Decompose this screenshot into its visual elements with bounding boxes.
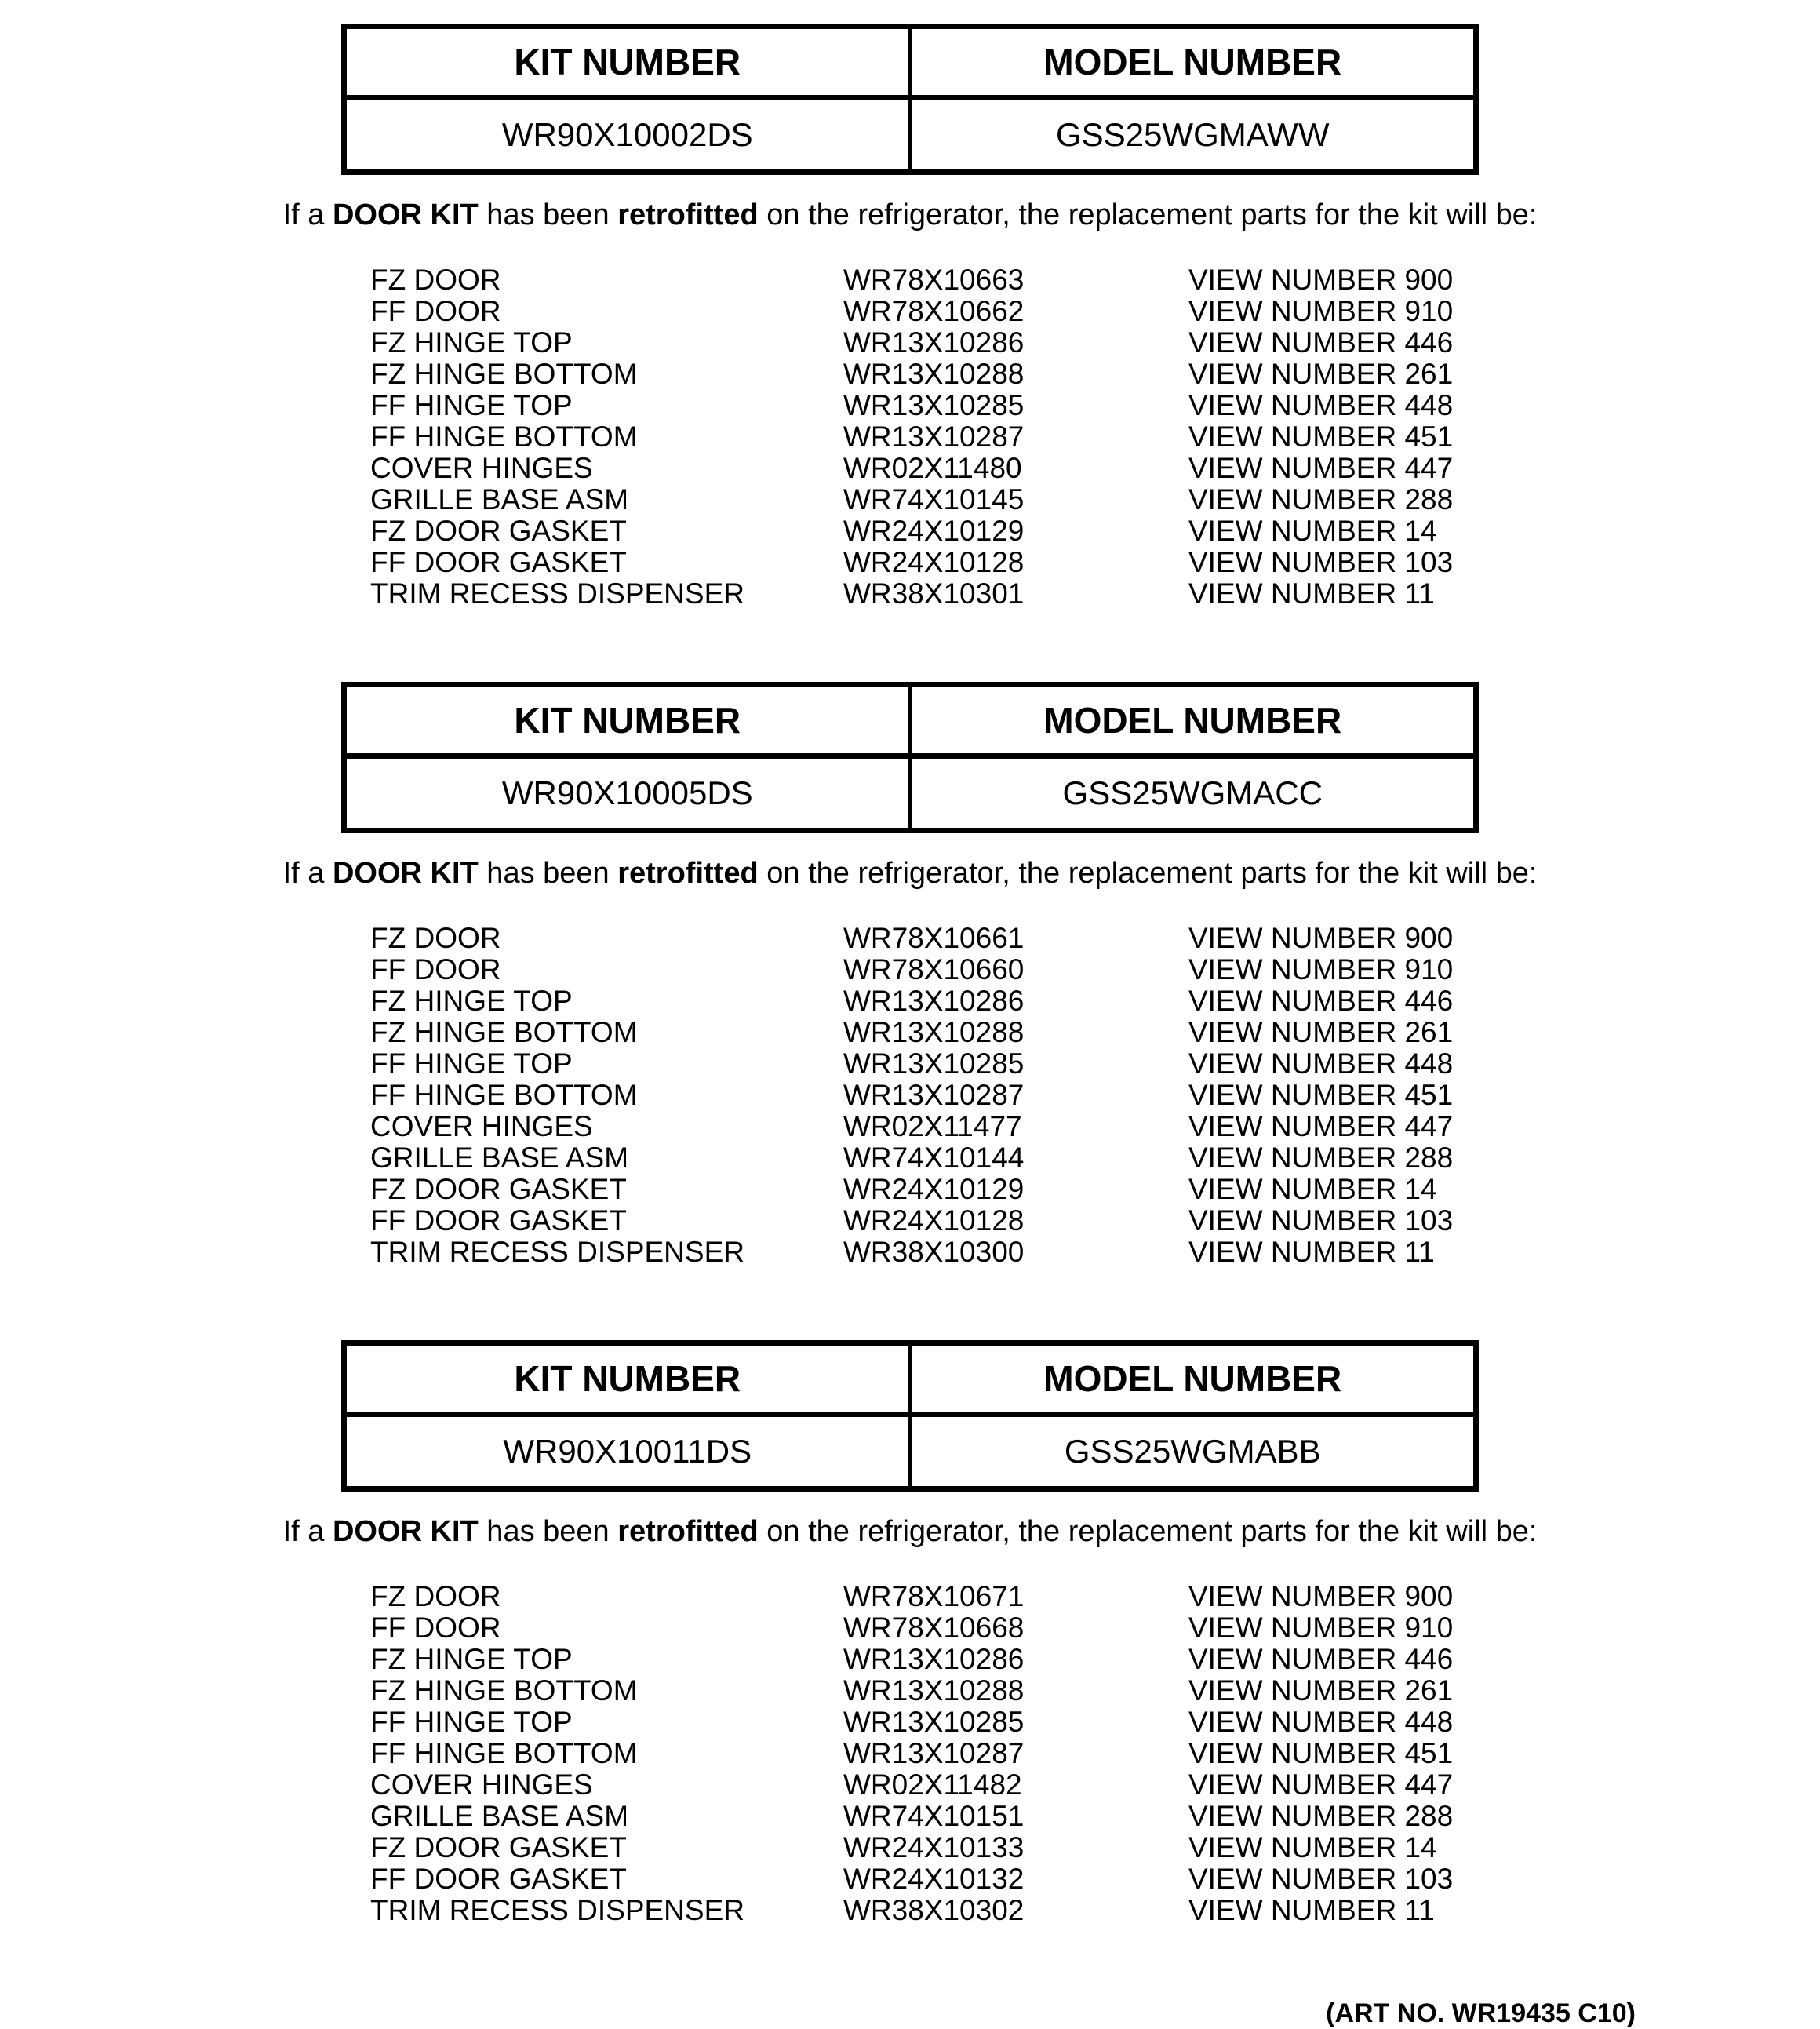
part-number: WR78X10671 — [843, 1580, 1025, 1612]
part-name: FF HINGE BOTTOM — [370, 421, 638, 453]
kit-section-2 — [0, 682, 1820, 1268]
parts-row — [370, 264, 1820, 296]
part-name: FZ HINGE BOTTOM — [370, 358, 638, 390]
parts-row — [370, 985, 1820, 1017]
part-name: COVER HINGES — [370, 1110, 593, 1142]
intro-mid: has been — [478, 1515, 618, 1548]
view-number: VIEW NUMBER 446 — [1188, 985, 1454, 1017]
part-number: WR24X10129 — [843, 1173, 1025, 1205]
part-name: FZ HINGE TOP — [370, 326, 573, 359]
part-number: WR38X10301 — [843, 577, 1025, 610]
part-number: WR13X10288 — [843, 1674, 1025, 1707]
kit-number-value: WR90X10011DS — [344, 1415, 911, 1489]
parts-list — [370, 923, 1820, 1268]
part-name: FZ HINGE BOTTOM — [370, 1674, 638, 1707]
parts-row — [370, 1205, 1820, 1237]
art-number-footer: (ART NO. WR19435 C10) — [1326, 1998, 1636, 2028]
view-number: VIEW NUMBER 900 — [1188, 264, 1454, 296]
parts-row — [370, 1707, 1820, 1738]
view-number: VIEW NUMBER 11 — [1188, 577, 1435, 610]
intro-door-kit: DOOR KIT — [332, 857, 479, 890]
part-number: WR13X10287 — [843, 1079, 1025, 1111]
part-number: WR24X10129 — [843, 515, 1025, 547]
part-name: FF DOOR — [370, 953, 501, 985]
parts-row — [370, 421, 1820, 453]
view-number: VIEW NUMBER 14 — [1188, 515, 1437, 547]
view-number: VIEW NUMBER 14 — [1188, 1173, 1437, 1205]
parts-row — [370, 390, 1820, 421]
part-number: WR13X10286 — [843, 985, 1025, 1017]
part-name: FZ DOOR GASKET — [370, 1831, 627, 1863]
kit-model-table — [341, 1340, 1479, 1492]
kit-section-1 — [0, 24, 1820, 610]
view-number: VIEW NUMBER 288 — [1188, 483, 1454, 515]
parts-row — [370, 515, 1820, 547]
part-name: FZ DOOR GASKET — [370, 1173, 627, 1205]
intro-prefix: If a — [282, 857, 333, 890]
part-number: WR13X10287 — [843, 1737, 1025, 1769]
parts-row — [370, 923, 1820, 954]
part-name: FF HINGE BOTTOM — [370, 1737, 638, 1769]
view-number: VIEW NUMBER 451 — [1188, 421, 1454, 453]
parts-row — [370, 484, 1820, 515]
parts-row — [370, 1174, 1820, 1205]
part-name: FF HINGE TOP — [370, 1047, 573, 1080]
kit-number-value: WR90X10002DS — [344, 98, 911, 173]
view-number: VIEW NUMBER 11 — [1188, 1236, 1435, 1268]
part-name: FF DOOR GASKET — [370, 1204, 627, 1237]
parts-row — [370, 1111, 1820, 1142]
part-name: COVER HINGES — [370, 452, 593, 484]
intro-suffix: on the refrigerator, the replacement parts for the kit will be: — [758, 1515, 1538, 1548]
intro-retrofitted: retrofitted — [617, 199, 759, 231]
part-number: WR13X10285 — [843, 389, 1025, 421]
part-number: WR13X10288 — [843, 1016, 1025, 1048]
view-number: VIEW NUMBER 910 — [1188, 1612, 1454, 1644]
intro-suffix: on the refrigerator, the replacement parts for the kit will be: — [758, 857, 1538, 890]
part-name: FZ HINGE TOP — [370, 985, 573, 1017]
part-number: WR13X10288 — [843, 358, 1025, 390]
part-number: WR78X10660 — [843, 953, 1025, 985]
parts-row — [370, 1142, 1820, 1174]
view-number: VIEW NUMBER 103 — [1188, 1863, 1454, 1895]
view-number: VIEW NUMBER 910 — [1188, 953, 1454, 985]
intro-mid: has been — [478, 199, 618, 231]
part-name: GRILLE BASE ASM — [370, 1142, 629, 1174]
part-number: WR78X10668 — [843, 1612, 1025, 1644]
view-number: VIEW NUMBER 103 — [1188, 1204, 1454, 1237]
parts-row — [370, 1017, 1820, 1048]
part-name: FF HINGE TOP — [370, 389, 573, 421]
part-name: TRIM RECESS DISPENSER — [370, 1894, 744, 1926]
parts-row — [370, 1863, 1820, 1895]
part-name: FZ DOOR GASKET — [370, 515, 627, 547]
parts-row — [370, 327, 1820, 359]
kit-number-value: WR90X10005DS — [344, 756, 911, 831]
parts-row — [370, 1738, 1820, 1769]
part-number: WR74X10144 — [843, 1142, 1025, 1174]
part-number: WR78X10662 — [843, 295, 1025, 327]
model-number-header: MODEL NUMBER — [910, 1343, 1476, 1415]
intro-suffix: on the refrigerator, the replacement parts for the kit will be: — [758, 199, 1538, 231]
view-number: VIEW NUMBER 447 — [1188, 452, 1454, 484]
part-name: TRIM RECESS DISPENSER — [370, 1236, 744, 1268]
intro-door-kit: DOOR KIT — [332, 199, 479, 231]
part-number: WR78X10663 — [843, 264, 1025, 296]
view-number: VIEW NUMBER 447 — [1188, 1769, 1454, 1801]
part-number: WR38X10302 — [843, 1894, 1025, 1926]
part-number: WR74X10145 — [843, 483, 1025, 515]
part-number: WR13X10287 — [843, 421, 1025, 453]
intro-mid: has been — [478, 857, 618, 890]
view-number: VIEW NUMBER 14 — [1188, 1831, 1437, 1863]
part-name: GRILLE BASE ASM — [370, 483, 629, 515]
kit-model-table — [341, 682, 1479, 833]
view-number: VIEW NUMBER 261 — [1188, 1016, 1454, 1048]
part-name: FZ DOOR — [370, 1580, 501, 1612]
part-number: WR13X10285 — [843, 1706, 1025, 1738]
view-number: VIEW NUMBER 448 — [1188, 389, 1454, 421]
part-name: FZ DOOR — [370, 922, 501, 954]
intro-prefix: If a — [282, 199, 333, 231]
part-name: FF HINGE TOP — [370, 1706, 573, 1738]
intro-text — [0, 197, 1820, 233]
part-name: GRILLE BASE ASM — [370, 1800, 629, 1832]
kit-number-header: KIT NUMBER — [344, 1343, 911, 1415]
part-name: FF DOOR — [370, 1612, 501, 1644]
view-number: VIEW NUMBER 446 — [1188, 326, 1454, 359]
view-number: VIEW NUMBER 447 — [1188, 1110, 1454, 1142]
parts-row — [370, 453, 1820, 484]
intro-retrofitted: retrofitted — [617, 1515, 759, 1548]
part-number: WR38X10300 — [843, 1236, 1025, 1268]
view-number: VIEW NUMBER 448 — [1188, 1706, 1454, 1738]
model-number-header: MODEL NUMBER — [910, 685, 1476, 756]
parts-row — [370, 954, 1820, 985]
model-number-value: GSS25WGMABB — [910, 1415, 1476, 1489]
view-number: VIEW NUMBER 103 — [1188, 546, 1454, 578]
parts-row — [370, 578, 1820, 610]
intro-text — [0, 855, 1820, 891]
parts-row — [370, 547, 1820, 578]
parts-row — [370, 1801, 1820, 1832]
parts-row — [370, 359, 1820, 390]
part-name: FZ HINGE BOTTOM — [370, 1016, 638, 1048]
kit-section-3 — [0, 1340, 1820, 1926]
view-number: VIEW NUMBER 900 — [1188, 1580, 1454, 1612]
part-number: WR24X10133 — [843, 1831, 1025, 1863]
parts-row — [370, 1237, 1820, 1268]
part-number: WR74X10151 — [843, 1800, 1025, 1832]
part-name: COVER HINGES — [370, 1769, 593, 1801]
part-number: WR24X10128 — [843, 546, 1025, 578]
view-number: VIEW NUMBER 261 — [1188, 358, 1454, 390]
model-number-value: GSS25WGMAWW — [910, 98, 1476, 173]
view-number: VIEW NUMBER 900 — [1188, 922, 1454, 954]
view-number: VIEW NUMBER 11 — [1188, 1894, 1435, 1926]
view-number: VIEW NUMBER 451 — [1188, 1737, 1454, 1769]
parts-list — [370, 1581, 1820, 1926]
part-number: WR24X10128 — [843, 1204, 1025, 1237]
parts-row — [370, 1769, 1820, 1801]
part-number: WR24X10132 — [843, 1863, 1025, 1895]
part-name: FF HINGE BOTTOM — [370, 1079, 638, 1111]
parts-row — [370, 1048, 1820, 1080]
part-name: FF DOOR — [370, 295, 501, 327]
part-name: FF DOOR GASKET — [370, 546, 627, 578]
intro-text — [0, 1514, 1820, 1550]
intro-retrofitted: retrofitted — [617, 857, 759, 890]
intro-door-kit: DOOR KIT — [332, 1515, 479, 1548]
model-number-value: GSS25WGMACC — [910, 756, 1476, 831]
view-number: VIEW NUMBER 446 — [1188, 1643, 1454, 1675]
part-number: WR02X11477 — [843, 1110, 1022, 1142]
view-number: VIEW NUMBER 910 — [1188, 295, 1454, 327]
parts-row — [370, 1832, 1820, 1863]
view-number: VIEW NUMBER 261 — [1188, 1674, 1454, 1707]
part-name: FF DOOR GASKET — [370, 1863, 627, 1895]
parts-row — [370, 1895, 1820, 1926]
part-name: FZ DOOR — [370, 264, 501, 296]
parts-row — [370, 1080, 1820, 1111]
part-number: WR02X11482 — [843, 1769, 1022, 1801]
parts-list — [370, 264, 1820, 610]
view-number: VIEW NUMBER 288 — [1188, 1142, 1454, 1174]
part-number: WR78X10661 — [843, 922, 1025, 954]
part-number: WR13X10286 — [843, 1643, 1025, 1675]
part-number: WR02X11480 — [843, 452, 1022, 484]
view-number: VIEW NUMBER 288 — [1188, 1800, 1454, 1832]
part-name: FZ HINGE TOP — [370, 1643, 573, 1675]
view-number: VIEW NUMBER 448 — [1188, 1047, 1454, 1080]
parts-row — [370, 1612, 1820, 1644]
part-name: TRIM RECESS DISPENSER — [370, 577, 744, 610]
parts-row — [370, 1644, 1820, 1675]
intro-prefix: If a — [282, 1515, 333, 1548]
kit-number-header: KIT NUMBER — [344, 27, 911, 98]
parts-row — [370, 1581, 1820, 1612]
parts-row — [370, 1675, 1820, 1707]
parts-row — [370, 296, 1820, 327]
kit-number-header: KIT NUMBER — [344, 685, 911, 756]
model-number-header: MODEL NUMBER — [910, 27, 1476, 98]
view-number: VIEW NUMBER 451 — [1188, 1079, 1454, 1111]
kit-model-table — [341, 24, 1479, 175]
part-number: WR13X10285 — [843, 1047, 1025, 1080]
part-number: WR13X10286 — [843, 326, 1025, 359]
